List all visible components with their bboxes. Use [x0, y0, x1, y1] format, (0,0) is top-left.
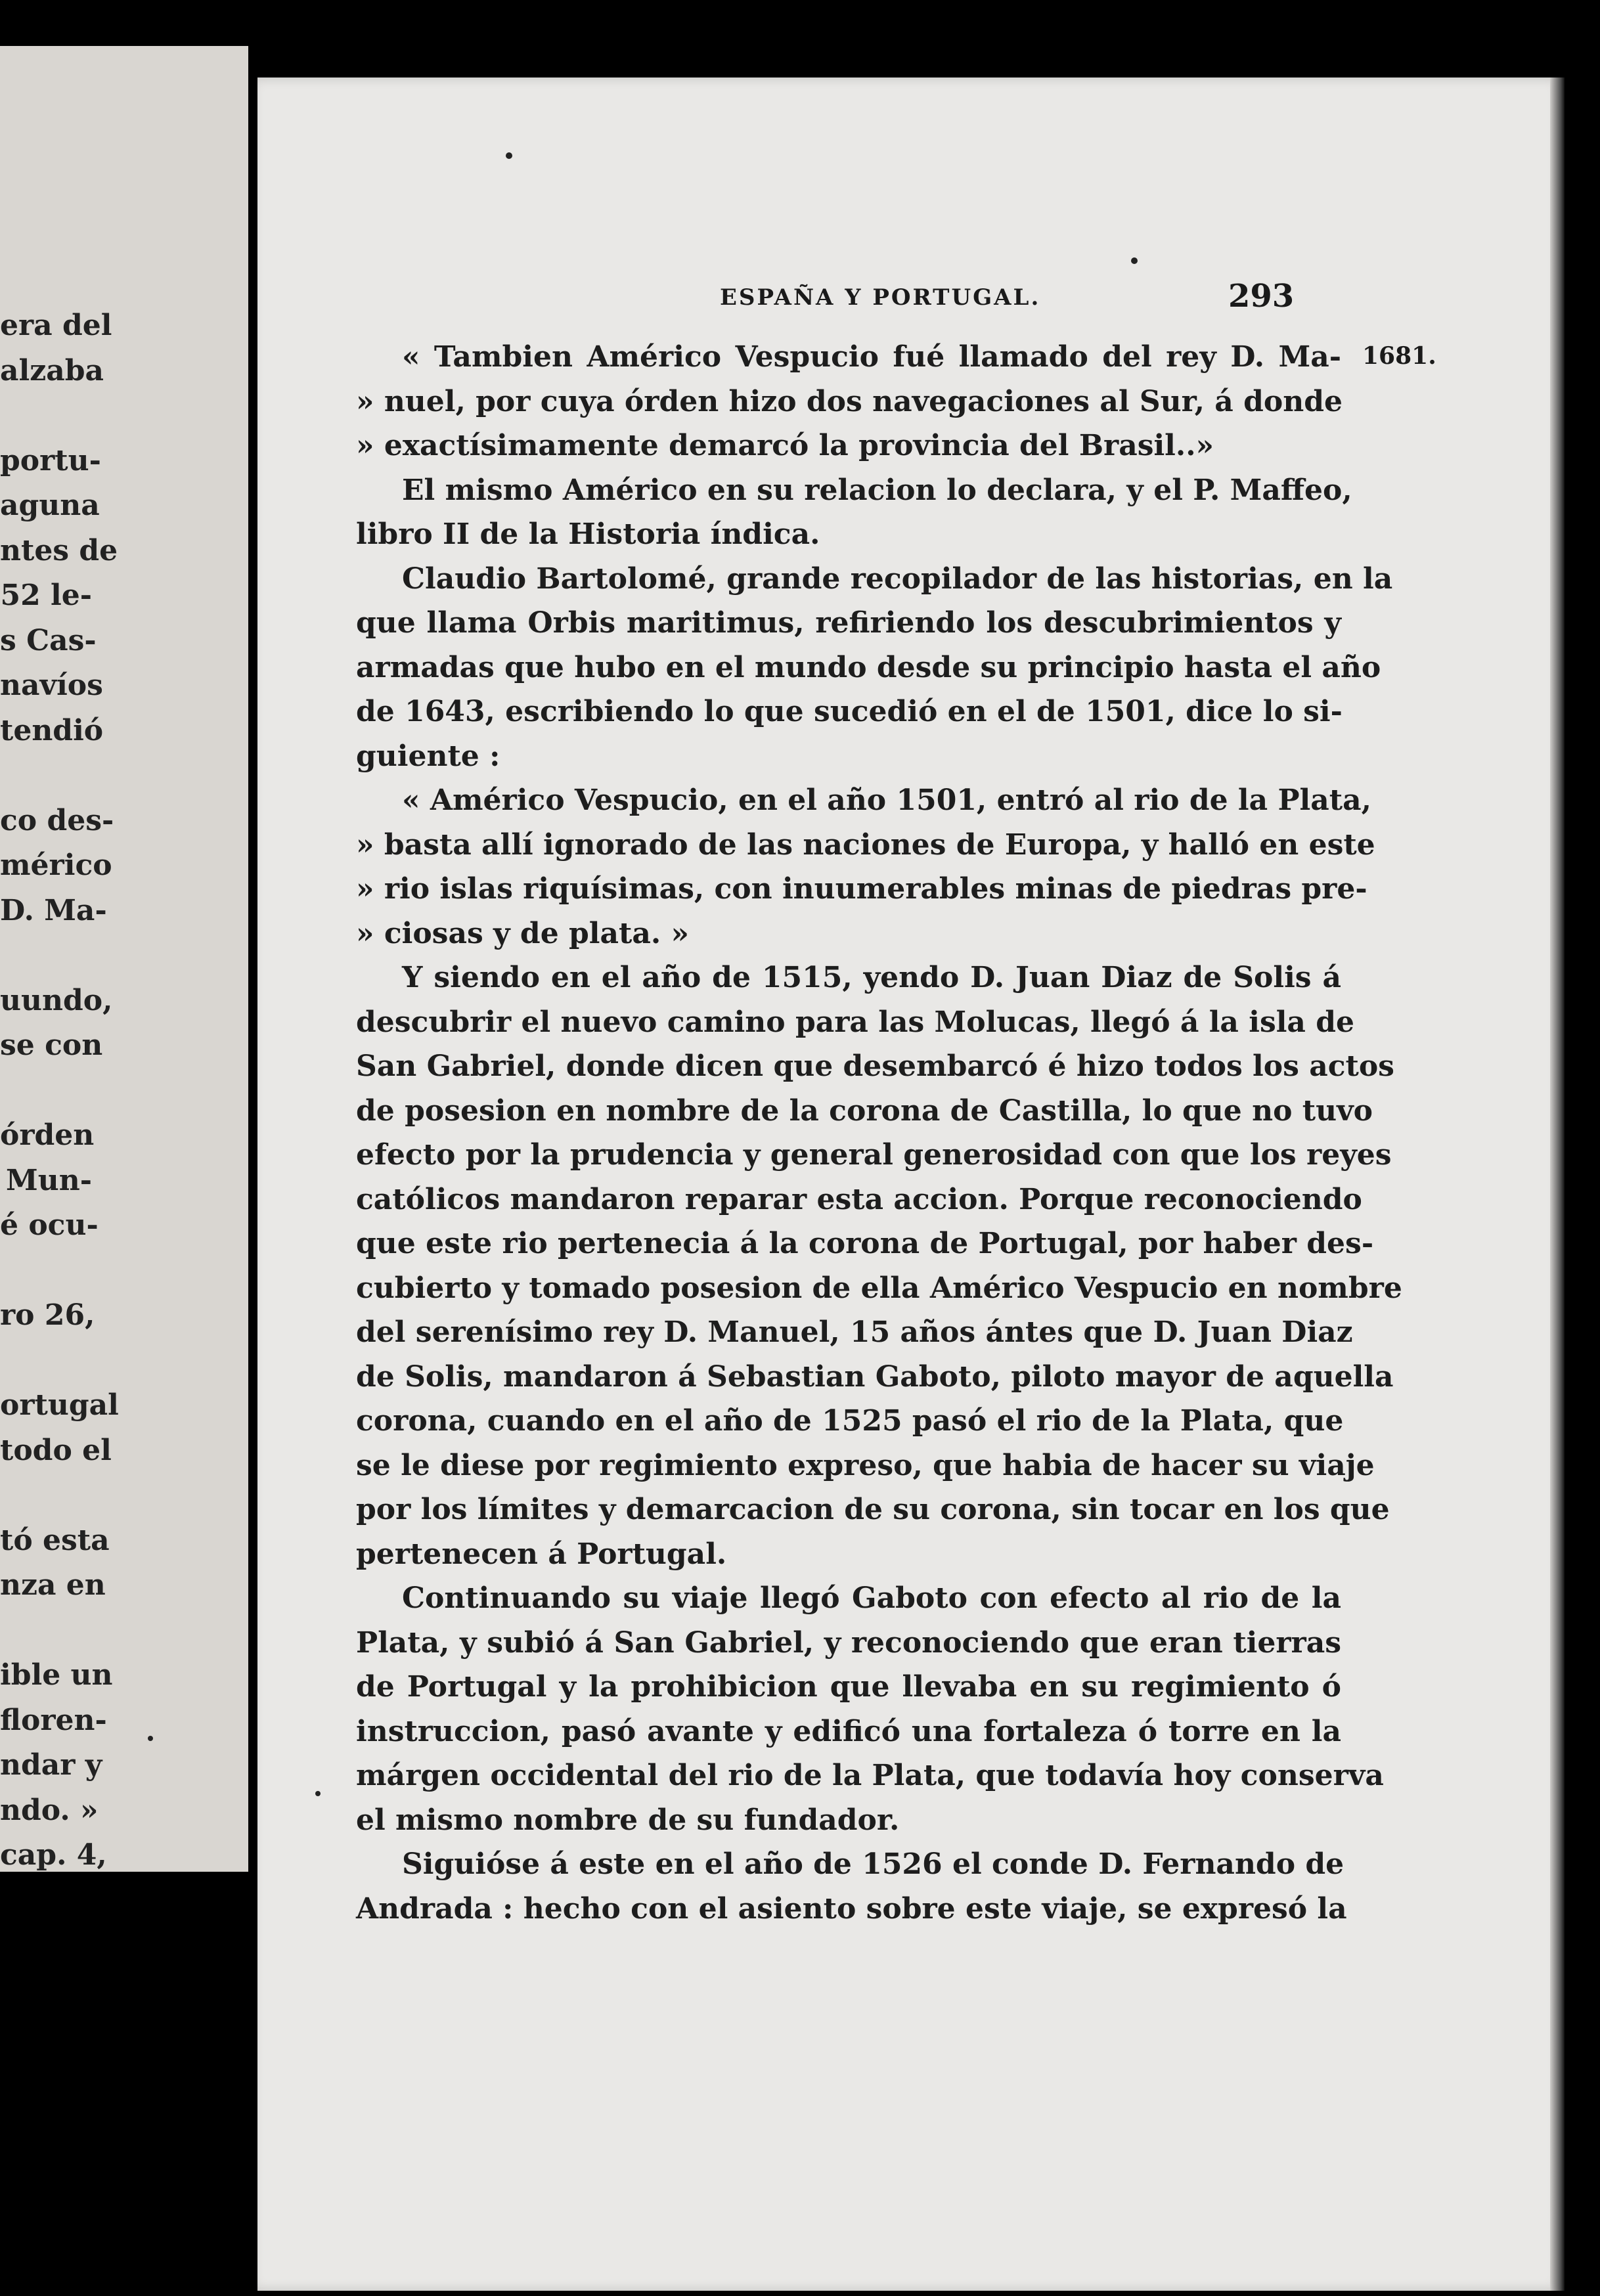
text-line: armadas que hubo en el mundo desde su principio hasta el año [356, 650, 1381, 684]
facing-page-line [0, 1338, 248, 1384]
paragraph [356, 557, 1393, 779]
text-line: Claudio Bartolomé, grande recopilador de las historias, en la [402, 562, 1393, 596]
page-edge-shadow [1550, 77, 1565, 2291]
ink-speck [315, 1791, 321, 1796]
facing-page [0, 46, 248, 1872]
facing-page-line: aguna [0, 489, 100, 522]
facing-page-lines [0, 303, 248, 1872]
text-line: » exactísimamente demarcó la provincia del Brasil..» [356, 429, 1214, 462]
text-line: de Solis, mandaron á Sebastian Gaboto, piloto mayor de aquella [356, 1359, 1394, 1394]
book-page [257, 77, 1565, 2291]
ink-speck [1131, 257, 1138, 264]
facing-page-line [0, 1069, 248, 1114]
text-line: instruccion, pasó avante y edificó una fortaleza ó torre en la [356, 1714, 1341, 1748]
text-line: corona, cuando en el año de 1525 pasó el rio de la Plata, que [356, 1404, 1344, 1438]
text-line: Continuando su viaje llegó Gaboto con efecto al rio de la [402, 1581, 1341, 1615]
text-line: » basta allí ignorado de las naciones de Europa, y halló en este [356, 828, 1375, 862]
paragraph [356, 1576, 1384, 1842]
facing-page-line: 52 le- [0, 579, 92, 612]
page-header [257, 77, 1538, 315]
facing-page-line: Mun- [6, 1163, 92, 1197]
text-line: » nuel, por cuya órden hizo dos navegaciones al Sur, á donde [356, 384, 1343, 418]
text-line: libro II de la Historia índica. [356, 518, 820, 551]
text-line: San Gabriel, donde dicen que desembarcó é hizo todos los actos [356, 1049, 1394, 1083]
text-line: Y siendo en el año de 1515, yendo D. Juan Diaz de Solis á [402, 961, 1341, 994]
text-line: del serenísimo rey D. Manuel, 15 años ántes que D. Juan Diaz [356, 1315, 1353, 1349]
facing-page-line: tó esta [0, 1523, 110, 1557]
text-line: de 1643, escribiendo lo que sucedió en el de 1501, dice lo si- [356, 695, 1343, 728]
facing-page-line: ro 26, [0, 1298, 95, 1332]
text-line: márgen occidental del rio de la Plata, que todavía hoy conserva [356, 1759, 1384, 1792]
facing-page-line: ible un [0, 1658, 113, 1692]
facing-page-line: co des- [0, 803, 114, 837]
text-line: « Américo Vespucio, en el año 1501, entró al rio de la Plata, [402, 784, 1371, 817]
facing-page-line: nza en [0, 1568, 106, 1602]
facing-page-line: ortugal [0, 1388, 119, 1422]
facing-page-line [0, 1473, 248, 1518]
text-line: « Tambien Américo Vespucio fué llamado del rey D. Ma- [402, 340, 1341, 374]
text-line: descubrir el nuevo camino para las Molucas, llegó á la isla de [356, 1005, 1355, 1039]
text-line: cubierto y tomado posesion de ella Américo Vespucio en nombre [356, 1271, 1402, 1305]
paragraph [356, 1842, 1367, 1931]
facing-page-line [0, 1608, 248, 1654]
paragraph [356, 956, 1402, 1576]
text-line: » ciosas y de plata. » [356, 916, 689, 950]
facing-page-line: todo el [0, 1433, 112, 1467]
text-line: guiente : [356, 739, 500, 773]
facing-page-line: cap. 4, [0, 1838, 107, 1872]
facing-page-line: órden [0, 1118, 95, 1152]
facing-page-line: D. Ma- [0, 893, 107, 927]
facing-page-line: tendió [0, 713, 104, 747]
text-line: que llama Orbis maritimus, refiriendo los descubrimientos y [356, 606, 1341, 640]
ink-speck [148, 1736, 153, 1741]
facing-page-line: ntes de [0, 533, 118, 567]
facing-page-line: alzaba [0, 353, 104, 387]
facing-page-line [0, 933, 248, 979]
paragraph [356, 335, 1367, 468]
paragraph [356, 468, 1367, 557]
facing-page-line: s Cas- [0, 623, 97, 657]
text-line: se le diese por regimiento expreso, que habia de hacer su viaje [356, 1448, 1375, 1482]
facing-page-line: floren- [0, 1703, 107, 1737]
facing-page-line: portu- [0, 443, 101, 477]
text-line: efecto por la prudencia y general generosidad con que los reyes [356, 1138, 1392, 1172]
text-line: pertenecen á Portugal. [356, 1537, 727, 1571]
text-line: el mismo nombre de su fundador. [356, 1803, 900, 1837]
page-number: 293 [1228, 278, 1295, 315]
text-line: que este rio pertenecia á la corona de Portugal, por haber des- [356, 1227, 1374, 1260]
margin-year: 1681. [1362, 342, 1436, 370]
text-line: de Portugal y la prohibicion que llevaba en su regimiento ó [356, 1670, 1341, 1704]
facing-page-line [0, 753, 248, 799]
facing-page-line [0, 393, 248, 439]
text-line: Andrada : hecho con el asiento sobre este viaje, se expresó la [356, 1891, 1347, 1926]
text-line: » rio islas riquísimas, con inuumerables minas de piedras pre- [356, 872, 1367, 906]
facing-page-line: uundo, [0, 983, 113, 1017]
facing-page-line [0, 1248, 248, 1294]
facing-page-line: navíos [0, 669, 103, 702]
facing-page-line: se con [0, 1028, 103, 1062]
facing-page-line: ndar y [0, 1748, 102, 1782]
paragraph [356, 778, 1375, 956]
text-line: católicos mandaron reparar esta accion. Porque reconociendo [356, 1182, 1362, 1216]
text-line: El mismo Américo en su relacion lo declara, y el P. Maffeo, [402, 473, 1352, 507]
text-line: Siguióse á este en el año de 1526 el conde D. Fernando de [402, 1847, 1344, 1881]
running-head: ESPAÑA Y PORTUGAL. [720, 284, 1041, 311]
text-line: de posesion en nombre de la corona de Castilla, lo que no tuvo [356, 1093, 1373, 1128]
text-line: Plata, y subió á San Gabriel, y reconociendo que eran tierras [356, 1625, 1341, 1660]
facing-page-line: era del [0, 309, 112, 342]
facing-page-line: ndo. » [0, 1793, 99, 1827]
text-line: por los límites y demarcacion de su corona, sin tocar en los que [356, 1493, 1390, 1526]
ink-speck [506, 152, 512, 159]
facing-page-line: mérico [0, 849, 112, 882]
facing-page-line: é ocu- [0, 1208, 99, 1242]
